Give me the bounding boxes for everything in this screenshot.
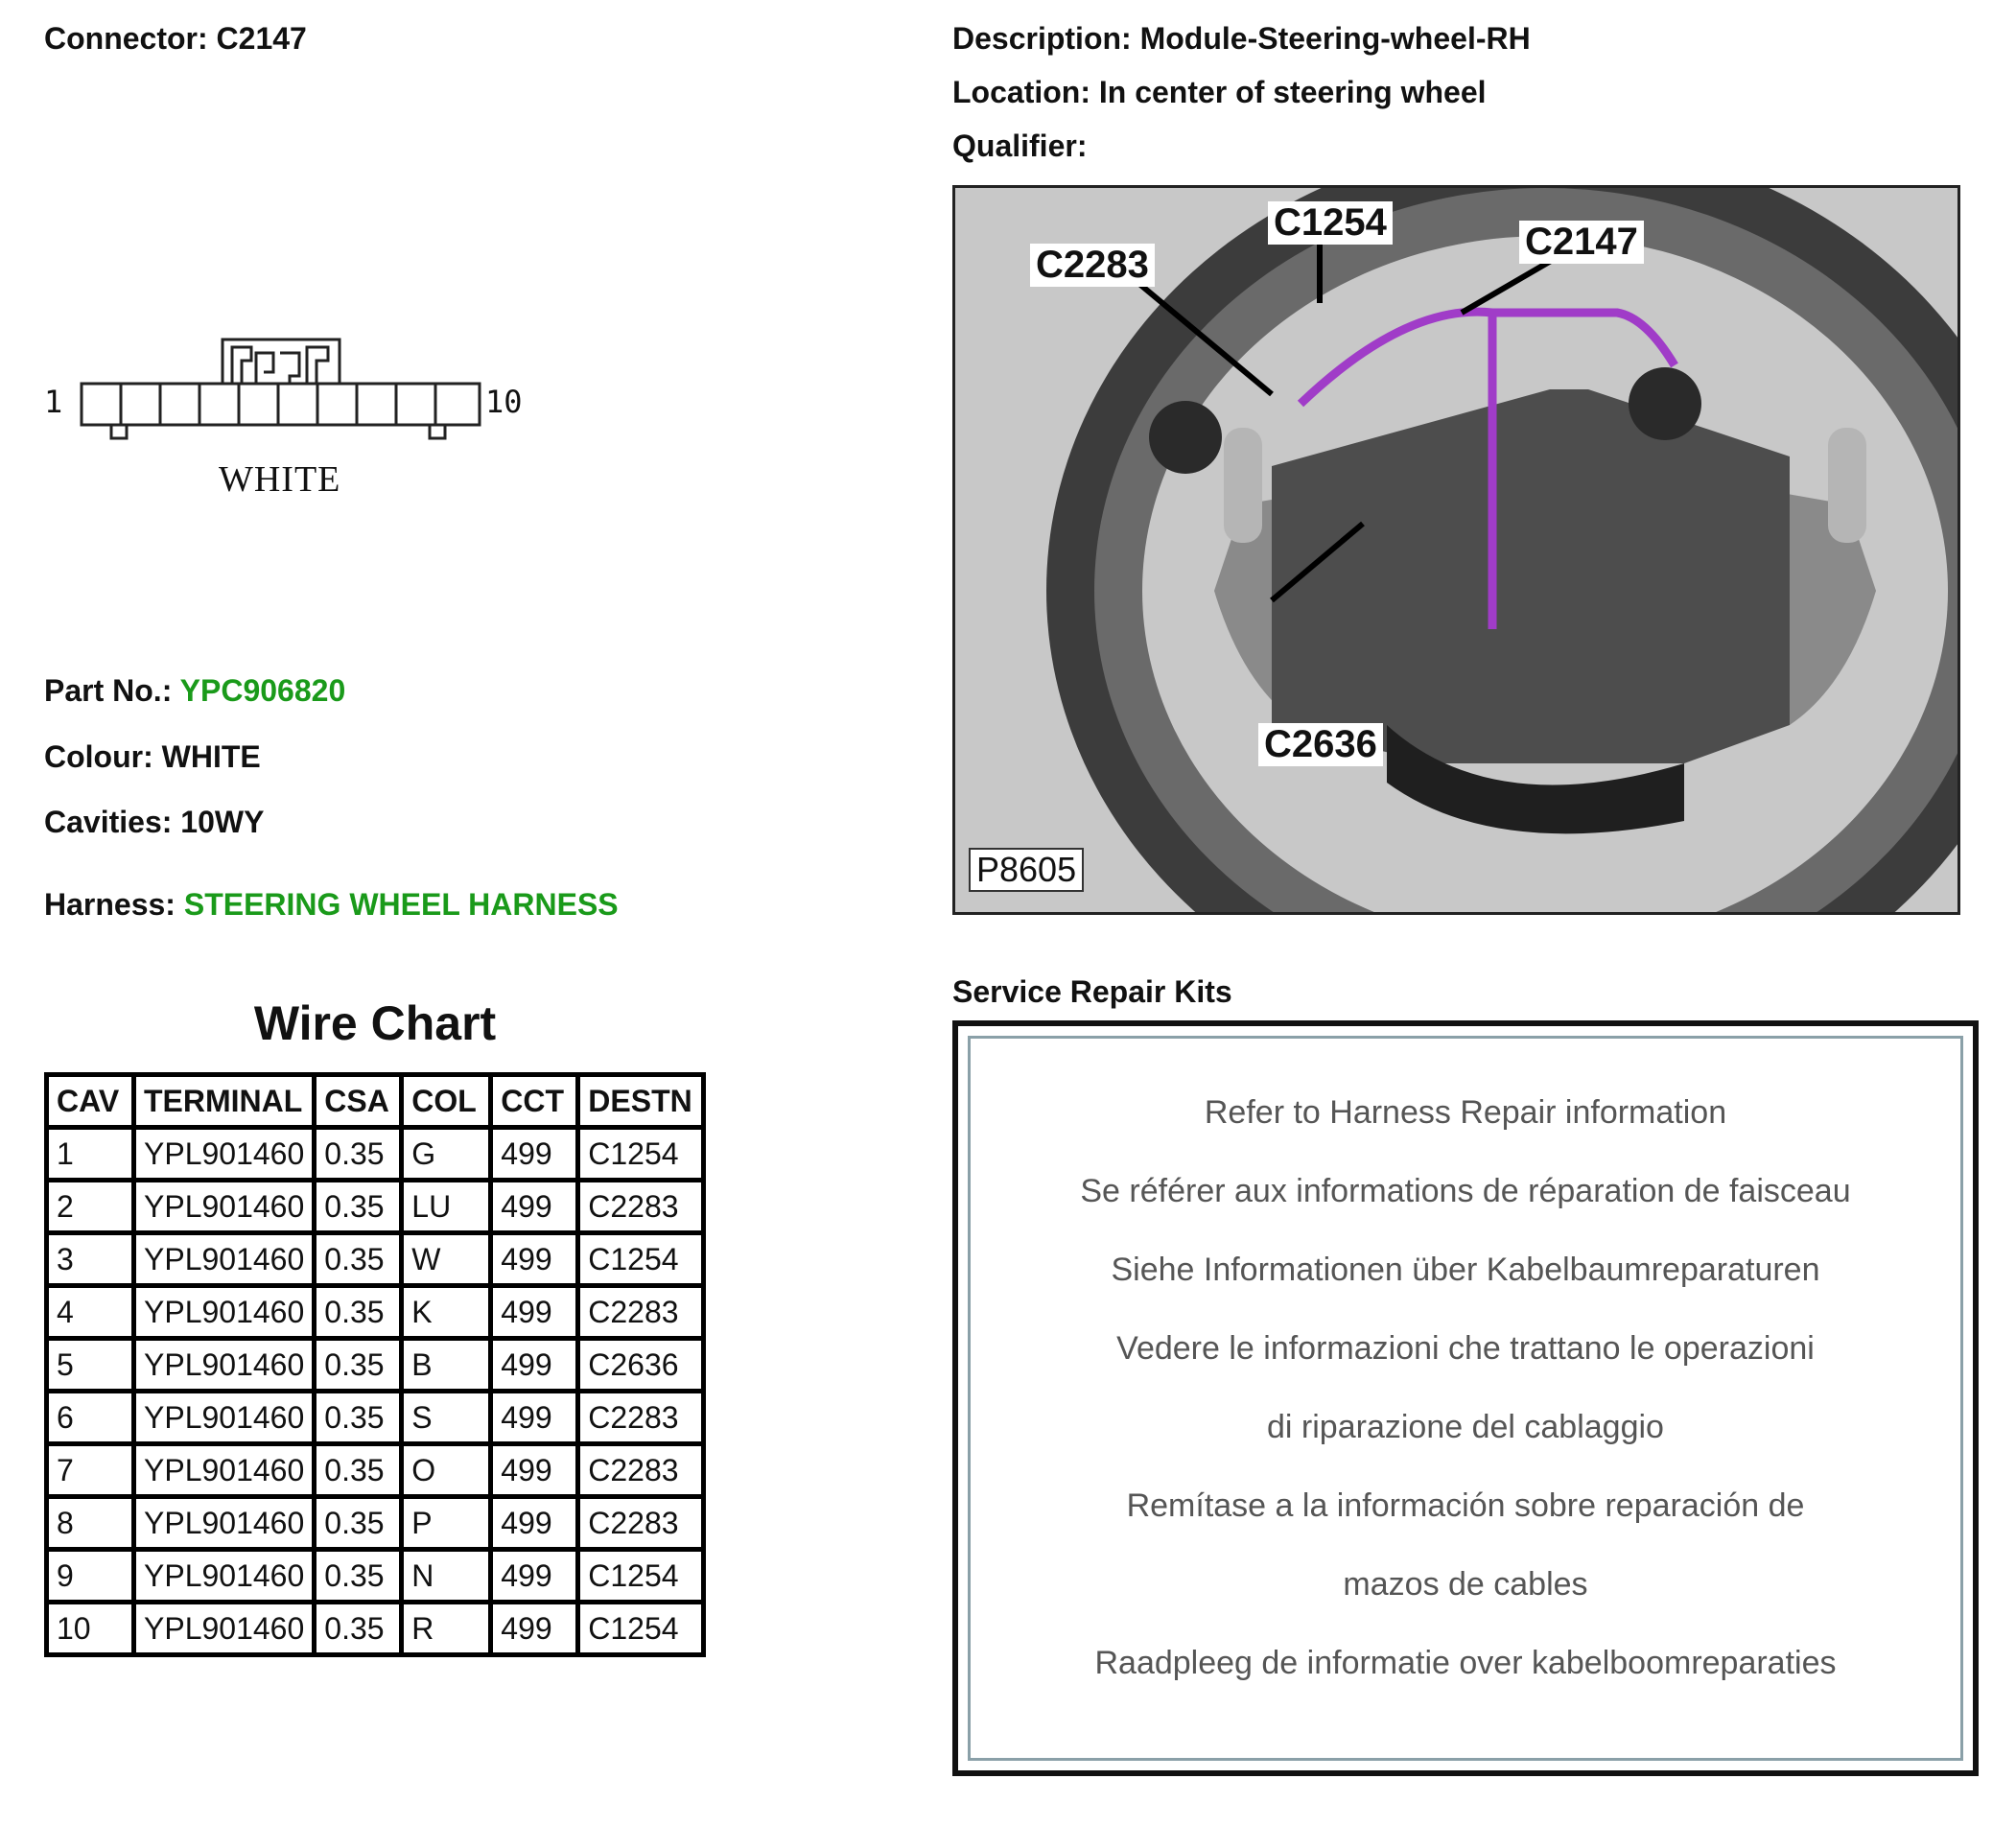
kit-line-es-2: mazos de cables: [1343, 1566, 1588, 1603]
cell-terminal: YPL901460: [134, 1603, 315, 1655]
description-field: [952, 21, 1531, 57]
table-row: [47, 1497, 704, 1550]
cell-cav: 1: [47, 1128, 134, 1181]
cell-col: G: [402, 1128, 491, 1181]
kit-line-es-1: Remítase a la información sobre reparación de: [1126, 1487, 1805, 1524]
cell-destn: C2283: [578, 1444, 704, 1497]
cell-col: K: [402, 1286, 491, 1339]
connector-label: Connector:: [44, 21, 208, 56]
kit-line-fr: Se référer aux informations de réparation de faisceau: [1080, 1173, 1851, 1209]
cell-destn: C2636: [578, 1339, 704, 1392]
kit-line-de: Siehe Informationen über Kabelbaumreparaturen: [1111, 1252, 1820, 1288]
right-switch-pack: [1828, 428, 1866, 543]
cell-cct: 499: [491, 1550, 578, 1603]
colour-label: Colour:: [44, 739, 153, 774]
hub-back-plate: [1272, 389, 1790, 763]
header-terminal: TERMINAL: [134, 1075, 315, 1128]
cell-terminal: YPL901460: [134, 1339, 315, 1392]
cell-cav: 4: [47, 1286, 134, 1339]
table-row: [47, 1181, 704, 1233]
connector-face-diagram: [77, 336, 489, 446]
connector-colour-caption: WHITE: [219, 459, 341, 500]
cell-destn: C2283: [578, 1286, 704, 1339]
cell-cav: 7: [47, 1444, 134, 1497]
cell-cct: 499: [491, 1339, 578, 1392]
cell-destn: C2283: [578, 1392, 704, 1444]
cell-cct: 499: [491, 1286, 578, 1339]
cell-destn: C1254: [578, 1550, 704, 1603]
cell-csa: 0.35: [315, 1233, 402, 1286]
cell-cav: 9: [47, 1550, 134, 1603]
header-cav: CAV: [47, 1075, 134, 1128]
cell-csa: 0.35: [315, 1444, 402, 1497]
table-row: [47, 1128, 704, 1181]
colour-value: WHITE: [161, 739, 261, 774]
cavities-label: Cavities:: [44, 805, 173, 839]
header-destn: DESTN: [578, 1075, 704, 1128]
cavities-value: 10WY: [180, 805, 265, 839]
cell-col: S: [402, 1392, 491, 1444]
table-row: [47, 1603, 704, 1655]
wire-chart-header-row: [47, 1075, 704, 1128]
cell-cct: 499: [491, 1603, 578, 1655]
wire-chart-title: Wire Chart: [253, 996, 497, 1050]
cell-csa: 0.35: [315, 1497, 402, 1550]
cell-terminal: YPL901460: [134, 1497, 315, 1550]
table-row: [47, 1286, 704, 1339]
cell-cct: 499: [491, 1128, 578, 1181]
callout-c2147: C2147: [1519, 221, 1644, 264]
qualifier-label: Qualifier:: [952, 129, 1088, 163]
cell-destn: C1254: [578, 1128, 704, 1181]
cell-csa: 0.35: [315, 1181, 402, 1233]
table-row: [47, 1392, 704, 1444]
cell-destn: C2283: [578, 1497, 704, 1550]
header-col: COL: [402, 1075, 491, 1128]
cell-csa: 0.35: [315, 1339, 402, 1392]
cell-terminal: YPL901460: [134, 1181, 315, 1233]
cell-destn: C1254: [578, 1233, 704, 1286]
part-number-field: [44, 673, 345, 709]
cell-cct: 499: [491, 1392, 578, 1444]
cell-cav: 8: [47, 1497, 134, 1550]
kit-line-it-1: Vedere le informazioni che trattano le operazioni: [1116, 1330, 1815, 1367]
cell-destn: C1254: [578, 1603, 704, 1655]
qualifier-field: [952, 129, 1087, 164]
location-label: Location:: [952, 75, 1090, 109]
cell-terminal: YPL901460: [134, 1550, 315, 1603]
table-row: [47, 1339, 704, 1392]
cell-cav: 2: [47, 1181, 134, 1233]
header-cct: CCT: [491, 1075, 578, 1128]
cell-cct: 499: [491, 1233, 578, 1286]
left-switch-pack: [1224, 428, 1262, 543]
harness-link[interactable]: STEERING WHEEL HARNESS: [183, 887, 619, 922]
service-kits-panel: [952, 1020, 1979, 1776]
location-value: In center of steering wheel: [1098, 75, 1487, 109]
table-row: [47, 1550, 704, 1603]
steering-wheel-illustration: [952, 185, 1960, 915]
service-kits-inner-frame: [968, 1036, 1963, 1761]
cell-cav: 6: [47, 1392, 134, 1444]
part-number-label: Part No.:: [44, 673, 173, 708]
service-kits-title: Service Repair Kits: [952, 974, 1232, 1009]
cell-terminal: YPL901460: [134, 1444, 315, 1497]
cell-col: P: [402, 1497, 491, 1550]
cell-col: LU: [402, 1181, 491, 1233]
header-csa: CSA: [315, 1075, 402, 1128]
kit-line-it-2: di riparazione del cablaggio: [1267, 1409, 1664, 1445]
cell-csa: 0.35: [315, 1603, 402, 1655]
wire-chart-table: [44, 1072, 706, 1657]
cell-terminal: YPL901460: [134, 1392, 315, 1444]
description-value: Module-Steering-wheel-RH: [1139, 21, 1531, 56]
table-row: [47, 1233, 704, 1286]
description-label: Description:: [952, 21, 1132, 56]
cavities-field: [44, 805, 264, 840]
cell-terminal: YPL901460: [134, 1233, 315, 1286]
steering-wheel-drawing: [955, 188, 1957, 912]
pin-end-label: 10: [485, 384, 523, 420]
cell-csa: 0.35: [315, 1128, 402, 1181]
callout-c1254: C1254: [1268, 201, 1393, 245]
cell-destn: C2283: [578, 1181, 704, 1233]
callout-c2283: C2283: [1030, 244, 1155, 287]
kit-line-en: Refer to Harness Repair information: [1204, 1094, 1727, 1131]
cell-terminal: YPL901460: [134, 1128, 315, 1181]
cell-csa: 0.35: [315, 1392, 402, 1444]
pin-start-label: 1: [44, 384, 63, 420]
cell-cav: 5: [47, 1339, 134, 1392]
cell-cct: 499: [491, 1497, 578, 1550]
cell-col: W: [402, 1233, 491, 1286]
cell-col: O: [402, 1444, 491, 1497]
connector-value: C2147: [216, 21, 307, 56]
cell-cav: 3: [47, 1233, 134, 1286]
cell-terminal: YPL901460: [134, 1286, 315, 1339]
harness-field: [44, 887, 619, 923]
callout-c2636: C2636: [1258, 723, 1383, 766]
cell-cct: 499: [491, 1444, 578, 1497]
image-code: P8605: [969, 848, 1084, 892]
table-row: [47, 1444, 704, 1497]
cell-cct: 499: [491, 1181, 578, 1233]
colour-field: [44, 739, 261, 775]
cell-col: N: [402, 1550, 491, 1603]
connector-field: [44, 21, 307, 57]
part-number-link[interactable]: YPC906820: [179, 673, 346, 708]
cell-cav: 10: [47, 1603, 134, 1655]
cell-col: B: [402, 1339, 491, 1392]
cell-csa: 0.35: [315, 1550, 402, 1603]
kit-line-nl: Raadpleeg de informatie over kabelboomreparaties: [1094, 1645, 1837, 1681]
location-field: [952, 75, 1487, 110]
cell-csa: 0.35: [315, 1286, 402, 1339]
harness-label: Harness:: [44, 887, 176, 922]
cell-col: R: [402, 1603, 491, 1655]
